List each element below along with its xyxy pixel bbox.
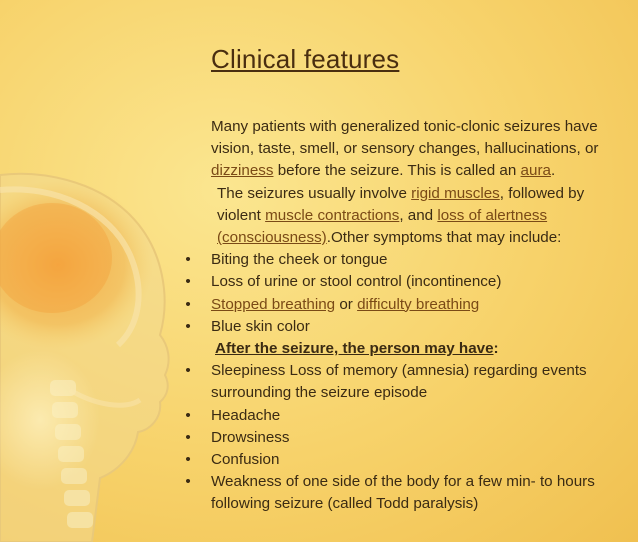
list-item (185, 249, 623, 271)
list-item-text: or (335, 295, 358, 313)
bullet-icon: • (185, 362, 191, 380)
list-item-text: Confusion (211, 451, 280, 469)
list-item-text: Loss of urine or stool control (incontinence) (211, 273, 502, 291)
list-item (185, 449, 623, 471)
list-item (185, 360, 623, 404)
intro-paragraph-aura (211, 116, 623, 183)
list-item-text: Headache (211, 406, 281, 424)
intro-text: before the seizure. This is called an (273, 162, 521, 180)
after-seizure-heading (211, 338, 623, 360)
bullet-icon: • (185, 317, 191, 335)
after-heading-text: After the seizure, the person may have (215, 340, 494, 358)
intro-text: , followed by violent (217, 184, 585, 224)
rigid-muscles-link[interactable]: rigid muscles (411, 184, 500, 202)
intro-paragraph-seizures (211, 183, 623, 250)
muscle-contractions-link[interactable]: muscle contractions (265, 206, 400, 224)
dizziness-link[interactable]: dizziness (211, 162, 274, 180)
bullet-icon: • (185, 473, 191, 491)
list-item (185, 271, 623, 293)
bullet-icon: • (185, 273, 191, 291)
intro-text: Many patients with generalized tonic-clonic seizures have vision, taste, smell, or sensory changes, hallucinations, or (211, 118, 599, 158)
after-heading-colon: : (493, 340, 499, 358)
bullet-icon: • (185, 295, 191, 313)
intro-text: . (550, 162, 556, 180)
loss-of-alertness-link[interactable]: loss of alertness (consciousness) (217, 206, 548, 247)
list-item (185, 316, 623, 338)
bullet-icon: • (185, 251, 191, 269)
list-item (185, 471, 623, 515)
list-item-text: Sleepiness Loss of memory (amnesia) regarding events surrounding the seizure episode (211, 362, 587, 402)
list-item-text: Weakness of one side of the body for a few min- to hours following seizure (called Todd paralysis) (211, 473, 595, 513)
list-item (185, 427, 623, 449)
slide-title: Clinical features (211, 44, 400, 74)
intro-text: .Other symptoms that may include: (326, 229, 562, 247)
stopped-breathing-link[interactable]: Stopped breathing (211, 295, 336, 313)
bullet-icon: • (185, 428, 191, 446)
list-item-text: Drowsiness (211, 428, 290, 446)
list-item-text: Blue skin color (211, 317, 310, 335)
bullet-icon: • (185, 406, 191, 424)
intro-text: The seizures usually involve (217, 184, 412, 202)
aura-link[interactable]: aura (520, 162, 551, 180)
list-item (185, 405, 623, 427)
list-item (185, 294, 623, 316)
list-item-text: Biting the cheek or tongue (211, 251, 388, 269)
intro-text: , and (399, 206, 438, 224)
bullet-icon: • (185, 451, 191, 469)
slide-body (185, 116, 623, 516)
difficulty-breathing-link[interactable]: difficulty breathing (357, 295, 480, 313)
